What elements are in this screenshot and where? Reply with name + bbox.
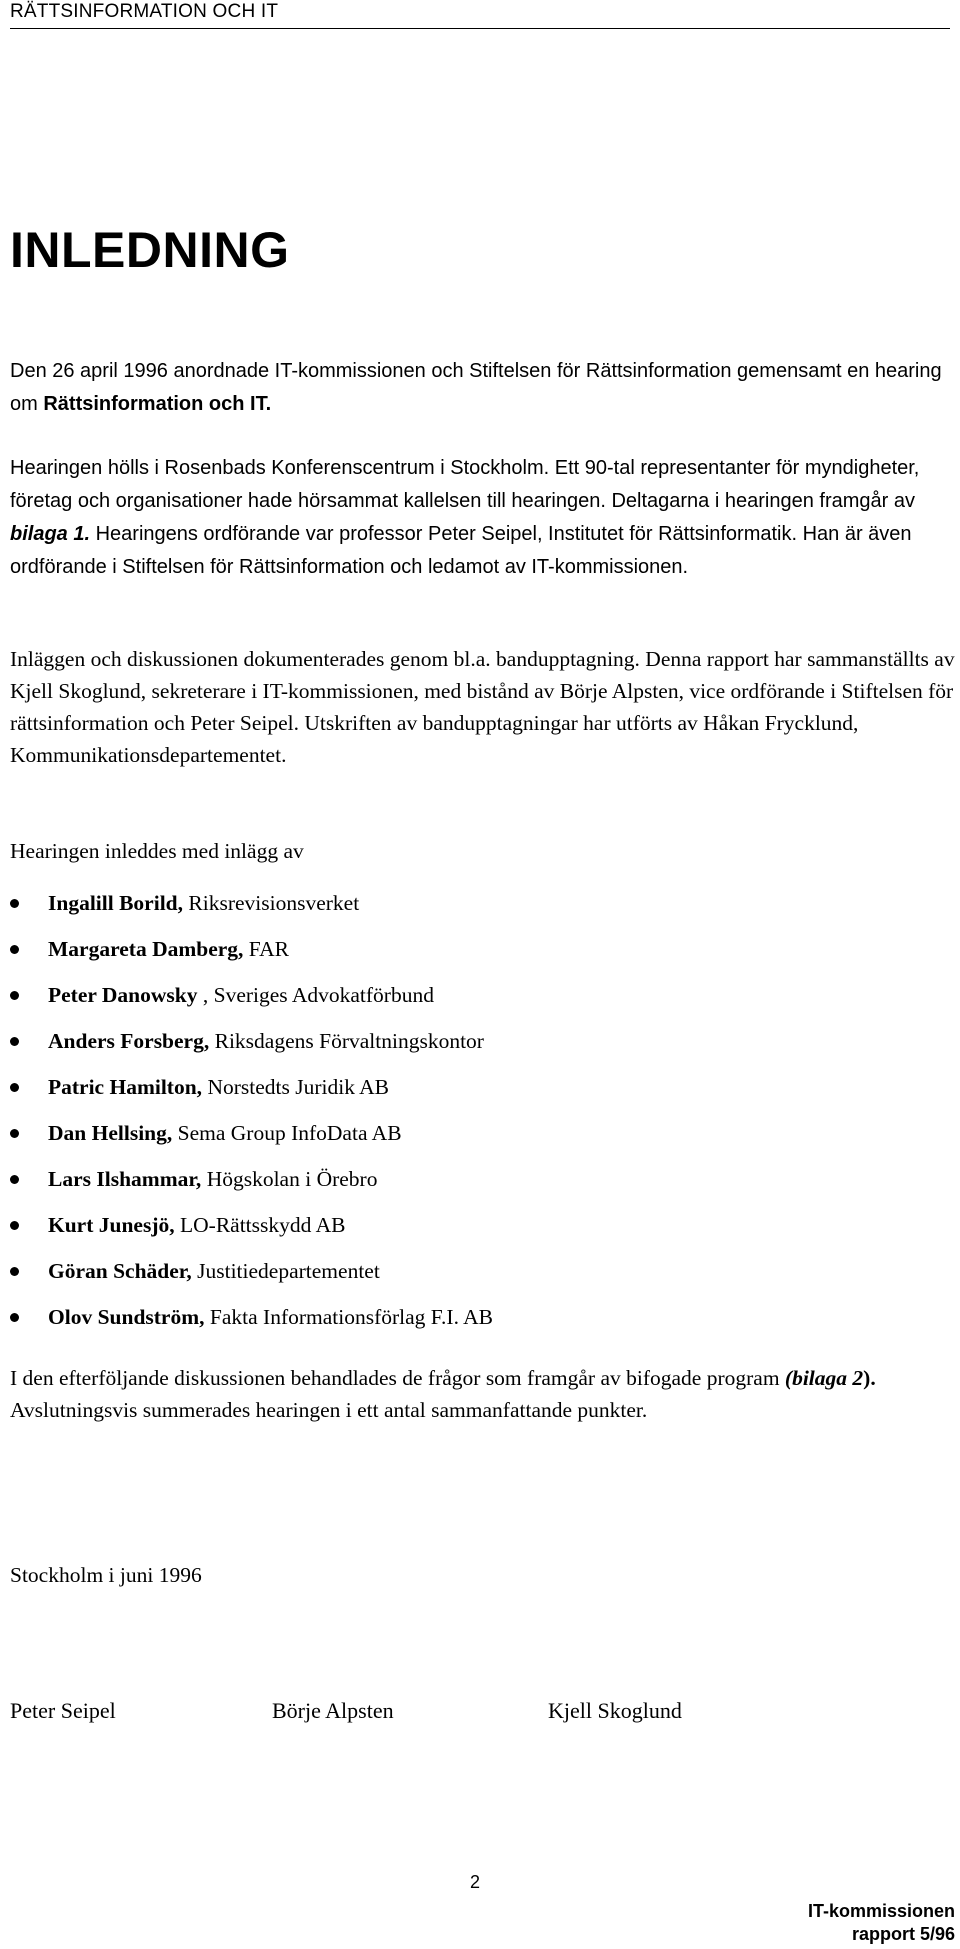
intro-text: Den 26 april 1996 anordnade IT-kommissionen och Stiftelsen för Rättsinformation gemensamt en hearing om bbox=[10, 360, 942, 415]
speaker-org: LO-Rättsskydd AB bbox=[174, 1213, 346, 1237]
list-item bbox=[10, 1164, 493, 1210]
footer bbox=[808, 1900, 955, 1946]
bullet-icon bbox=[10, 991, 19, 1000]
speakers-intro: Hearingen inleddes med inlägg av bbox=[10, 839, 304, 863]
running-header-title: RÄTTSINFORMATION OCH IT bbox=[10, 1, 279, 22]
speaker-org: Norstedts Juridik AB bbox=[202, 1075, 390, 1099]
speaker-org: Justitiedepartementet bbox=[191, 1259, 380, 1283]
list-item bbox=[10, 1026, 493, 1072]
intro-paragraph bbox=[10, 354, 955, 420]
documentation-paragraph: Inläggen och diskussionen dokumenterades genom bl.a. bandupptagning. Denna rapport har sammanställts av Kjell Skoglund, sekreterare i IT-kommissionen, med bistånd av Börje Alpsten, vice ordförande i Stiftelsen för rättsinformation och Peter Seipel. Utskriften av bandupptagningar har utförts av Håkan Frycklund, Kommunikationsdepartementet. bbox=[10, 647, 955, 767]
speaker-name: Olov Sundström, bbox=[48, 1305, 205, 1329]
speaker-org: FAR bbox=[243, 937, 290, 961]
speaker-org: Riksrevisionsverket bbox=[183, 891, 360, 915]
list-item bbox=[10, 888, 493, 934]
speaker-name: Peter Danowsky bbox=[48, 983, 198, 1007]
discussion-text-cont: Avslutningsvis summerades hearingen i ett antal sammanfattande punkter. bbox=[10, 1398, 648, 1422]
bullet-icon bbox=[10, 899, 19, 908]
bullet-icon bbox=[10, 1037, 19, 1046]
hearing-paragraph bbox=[10, 451, 955, 583]
speaker-name: Anders Forsberg, bbox=[48, 1029, 210, 1053]
bullet-icon bbox=[10, 1175, 19, 1184]
page-number: 2 bbox=[470, 1872, 481, 1892]
bullet-icon bbox=[10, 1129, 19, 1138]
list-item bbox=[10, 1072, 493, 1118]
hearing-text-cont: Hearingens ordförande var professor Peter Seipel, Institutet för Rättsinformatik. Han är även ordförande i Stiftelsen för Rättsinformation och ledamot av IT-kommissionen. bbox=[10, 523, 912, 578]
bullet-icon bbox=[10, 1313, 19, 1322]
list-item bbox=[10, 934, 493, 980]
signatory-skoglund: Kjell Skoglund bbox=[548, 1698, 682, 1723]
speaker-org: Riksdagens Förvaltningskontor bbox=[209, 1029, 484, 1053]
bilaga-2-ref: (bilaga 2 bbox=[784, 1366, 864, 1390]
list-item bbox=[10, 1210, 493, 1256]
speaker-name: Patric Hamilton, bbox=[48, 1075, 203, 1099]
speaker-org: , Sveriges Advokatförbund bbox=[197, 983, 434, 1007]
running-header bbox=[10, 0, 950, 29]
list-item bbox=[10, 980, 493, 1026]
bullet-icon bbox=[10, 1267, 19, 1276]
page-title: INLEDNING bbox=[10, 222, 290, 278]
bilaga-1-ref: bilaga 1. bbox=[10, 523, 91, 545]
speaker-org: Högskolan i Örebro bbox=[201, 1167, 378, 1191]
speaker-name: Margareta Damberg, bbox=[48, 937, 244, 961]
footer-report-id: rapport 5/96 bbox=[851, 1924, 955, 1944]
bilaga-2-close: ). bbox=[863, 1366, 876, 1390]
speaker-name: Ingalill Borild, bbox=[48, 891, 184, 915]
speaker-name: Kurt Junesjö, bbox=[48, 1213, 175, 1237]
speaker-org: Fakta Informationsförlag F.I. AB bbox=[204, 1305, 494, 1329]
bullet-icon bbox=[10, 945, 19, 954]
hearing-topic: Rättsinformation och IT. bbox=[43, 393, 272, 415]
speaker-org: Sema Group InfoData AB bbox=[172, 1121, 402, 1145]
footer-publisher: IT-kommissionen bbox=[807, 1901, 955, 1921]
list-item bbox=[10, 1302, 493, 1348]
list-item bbox=[10, 1256, 493, 1302]
place-date: Stockholm i juni 1996 bbox=[10, 1563, 202, 1587]
hearing-text: Hearingen hölls i Rosenbads Konferenscentrum i Stockholm. Ett 90-tal representanter för myndigheter, företag och organisationer hade hörsammat kallelsen till hearingen. Deltagarna i hearingen framgår av bbox=[10, 457, 920, 512]
speaker-name: Göran Schäder, bbox=[48, 1259, 192, 1283]
speaker-name: Dan Hellsing, bbox=[48, 1121, 173, 1145]
discussion-paragraph bbox=[10, 1362, 955, 1426]
signatory-seipel: Peter Seipel bbox=[10, 1698, 116, 1723]
signatory-alpsten: Börje Alpsten bbox=[272, 1698, 394, 1723]
list-item bbox=[10, 1118, 493, 1164]
speaker-list bbox=[10, 888, 493, 1348]
bullet-icon bbox=[10, 1221, 19, 1230]
speaker-name: Lars Ilshammar, bbox=[48, 1167, 202, 1191]
discussion-text: I den efterföljande diskussionen behandlades de frågor som framgår av bifogade program bbox=[10, 1366, 785, 1390]
bullet-icon bbox=[10, 1083, 19, 1092]
